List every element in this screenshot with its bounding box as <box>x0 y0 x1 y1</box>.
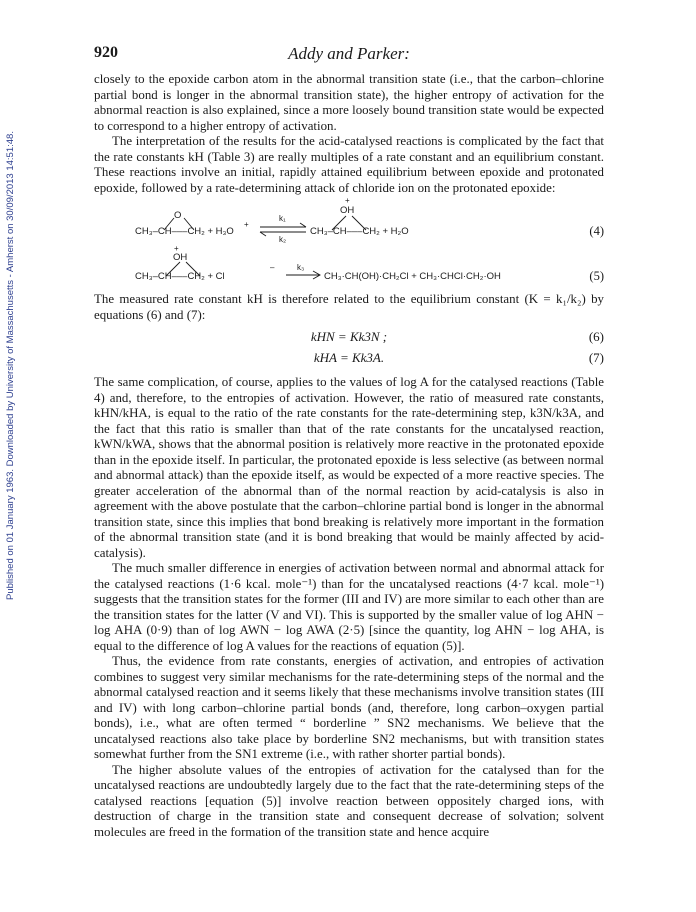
forward-arrowhead <box>300 223 306 227</box>
paragraph-2: The interpretation of the results for the acid-catalysed reactions is complicated by the fact that the rate constants kH (Table 3) are really multiples of a rate constant and an equilibrium constant. These reactions involve an initial, rapidly attained equilibrium between epoxide and protonated epoxide, followed by a rate-determining attack of chloride ion on the protonated epoxide: <box>94 134 604 195</box>
rate-k1: k₁ <box>279 214 286 223</box>
eq5-reactant: CH₃–CH–––CH₂ + Cl <box>135 271 225 282</box>
eq4-number: (4) <box>589 224 604 238</box>
eq5-charge: + <box>174 244 179 253</box>
protonation-charge: + <box>345 196 350 205</box>
paragraph-5: The much smaller difference in energies of activation between normal and abnormal attack for the catalysed reactions (1·6 kcal. mole⁻¹) than for the uncatalysed reactions (4·7 kcal. mole⁻¹) suggests that the transition states for the former (III and IV) are more similar to each other than are the transition states for the latter (V and VI). This is supported by the smaller value of log AHN − log AHA (0·9) than of log AWN − log AWA (2·5) [since the quantity, log AHN − log AHA, is equal to the difference of log A values for the reactions of equation (5)]. <box>94 561 604 653</box>
body-text-bottom <box>94 375 604 840</box>
eq4-product: CH₃–CH–––CH₂ + H₂O <box>310 226 409 237</box>
eq6-number: (6) <box>588 329 604 344</box>
eq7-expression: kHA = Kk3A. <box>313 350 385 365</box>
paragraph-6: Thus, the evidence from rate constants, energies of activation, and entropies of activation combines to suggest very similar mechanisms for the rate-determining steps of the normal and the abnormal catalysed reaction and it seems likely that these mechanisms involve transition states (III and IV) with long carbon–chlorine partial bonds (and, therefore, long carbon–oxygen partial bonds), i.e., what are often termed “ borderline ” SN2 mechanisms. We believe that the uncatalysed reactions also take place by borderline SN2 mechanisms, but with transition states somewhat further from the SN1 extreme (i.e., with rather shorter partial bonds). <box>94 654 604 761</box>
body-text-top <box>94 72 604 196</box>
epoxide-oxygen: O <box>174 210 182 221</box>
eq5-number: (5) <box>589 269 604 283</box>
rate-k3: k₃ <box>297 263 305 272</box>
download-watermark-text: Published on 01 January 1963. Downloaded by University of Massachusetts - Amherst on 30/09/2013 14:51:48. <box>5 131 16 600</box>
equation-4 <box>94 198 604 250</box>
equation-7 <box>94 350 604 368</box>
chloride-charge: – <box>270 263 275 272</box>
body-text-mid <box>94 292 604 323</box>
eq5-products: CH₃·CH(OH)·CH₂Cl + CH₃·CHCl·CH₂·OH <box>324 271 501 282</box>
eq4-reactant: CH₃–CH–––CH₂ + H₃O <box>135 226 234 237</box>
eq6-expression: kHN = Kk3N ; <box>310 329 388 344</box>
protonated-oh: OH <box>340 205 355 216</box>
running-title: Addy and Parker: <box>288 44 410 63</box>
reverse-arrowhead <box>260 232 266 236</box>
equation-5-bonds <box>94 246 604 290</box>
rate-k2: k₂ <box>279 235 287 244</box>
download-watermark <box>5 40 17 600</box>
equation-6 <box>94 329 604 347</box>
page-number: 920 <box>94 44 118 61</box>
paragraph-3: The measured rate constant kH is therefore related to the equilibrium constant (K = k₁/k₂) by equations (6) and (7): <box>94 292 604 322</box>
hydronium-charge: + <box>244 220 249 229</box>
page-header <box>94 44 604 64</box>
eq7-number: (7) <box>588 350 604 365</box>
paragraph-4: The same complication, of course, applies to the values of log A for the catalysed reactions (Table 4) and, therefore, to the entropies of activation. However, the ratio of measured rate constants, kHN/kHA, is equal to the ratio of the rate constants for the rate-determining step, k3N/k3A, and the fact that this ratio is smaller than that of the rate constants for the uncatalysed reaction, kWN/kWA, shows that the abnormal position is relatively more reactive in the protonated epoxide than in the epoxide itself. In particular, the protonated epoxide is less selective (as between normal and abnormal attack) than the epoxide itself, as would be expected of a more reactive species. The greater acceleration of the abnormal than of the normal reaction by acid-catalysis is also in agreement with the above postulate that the carbon–chlorine partial bond is longer in the abnormal transition state, since this implies that bond breaking is relatively more important in the formation of the abnormal transition state (and it is bond breaking that would be mainly affected by acid-catalysis). <box>94 375 604 560</box>
paragraph-7: The higher absolute values of the entropies of activation for the catalysed than for the uncatalysed reactions are undoubtedly largely due to the fact that the rate-determining steps of the catalysed reactions [equation (5)] involve reaction between oppositely charged ions, with destruction of charge in the transition state and consequent decrease of solvation; solvent molecules are freed in the formation of the transition state and hence acquire <box>94 762 604 839</box>
eq5-oh: OH <box>173 252 188 263</box>
equation-5 <box>94 246 604 290</box>
paragraph-1: closely to the epoxide carbon atom in the abnormal transition state (i.e., that the carbon–chlorine partial bond is longer in the abnormal transition state), the higher entropy of activation for the abnormal reaction is also explained, since a more loosely bound transition state would be expected to correspond to a higher entropy of activation. <box>94 72 604 133</box>
